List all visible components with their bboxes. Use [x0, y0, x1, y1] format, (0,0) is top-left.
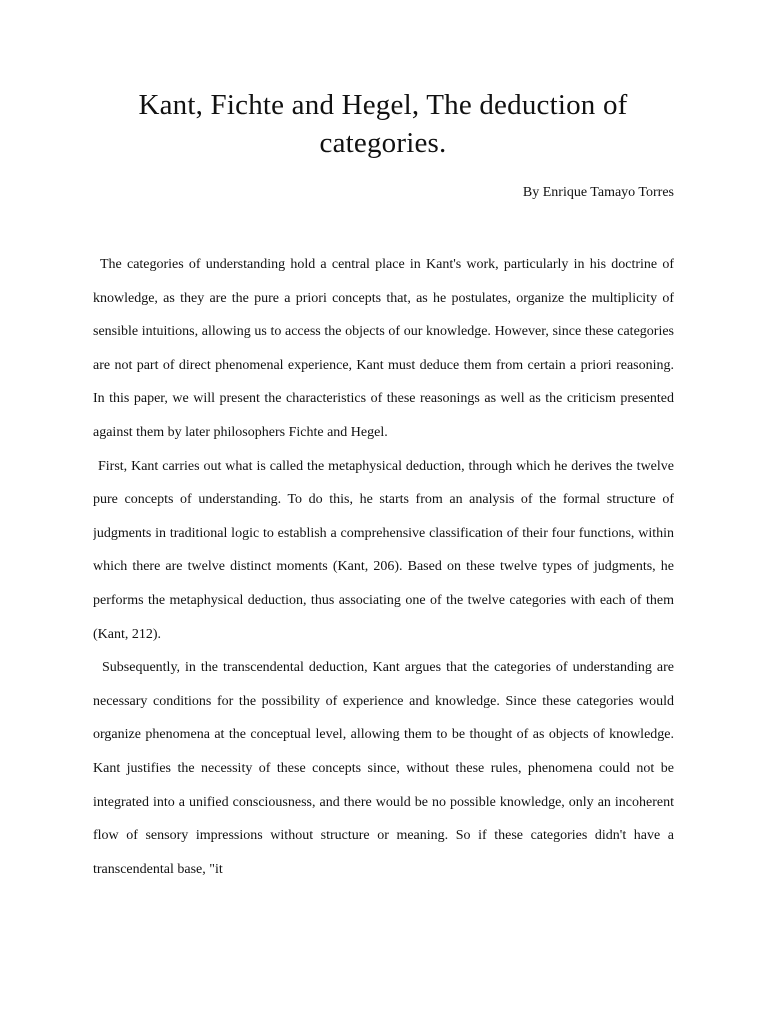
author-byline: By Enrique Tamayo Torres — [522, 185, 674, 200]
document-body — [93, 248, 674, 924]
document-title: Kant, Fichte and Hegel, The deduction of categories. — [138, 89, 628, 159]
body-paragraph-3: Subsequently, in the transcendental deduction, Kant argues that the categories of understanding are necessary conditions for the possibility of experience and knowledge. Since these categories would organize phenomena at the conceptual level, allowing them to be thought of as objects of knowledge. Kant justifies the necessity of these concepts since, without these rules, phenomena could not be integrated into a unified consciousness, and there would be no possible knowledge, only an incoherent flow of sensory impressions without structure or meaning. So if these categories didn't have a transcendental base, "it — [93, 660, 674, 877]
body-paragraph-2: First, Kant carries out what is called the metaphysical deduction, through which he derives the twelve pure concepts of understanding. To do this, he starts from an analysis of the formal structure of judgments in traditional logic to establish a comprehensive classification of their four functions, within which there are twelve distinct moments (Kant, 206). Based on these twelve types of judgments, he performs the metaphysical deduction, thus associating one of the twelve categories with each of them (Kant, 212). — [93, 458, 674, 642]
body-paragraph-1: The categories of understanding hold a central place in Kant's work, particularly in his doctrine of knowledge, as they are the pure a priori concepts that, as he postulates, organize the multiplicity of sensible intuitions, allowing us to access the objects of our knowledge. However, since these categories are not part of direct phenomenal experience, Kant must deduce them from certain a priori reasoning. In this paper, we will present the characteristics of these reasonings as well as the criticism presented against them by later philosophers Fichte and Hegel. — [93, 257, 674, 440]
